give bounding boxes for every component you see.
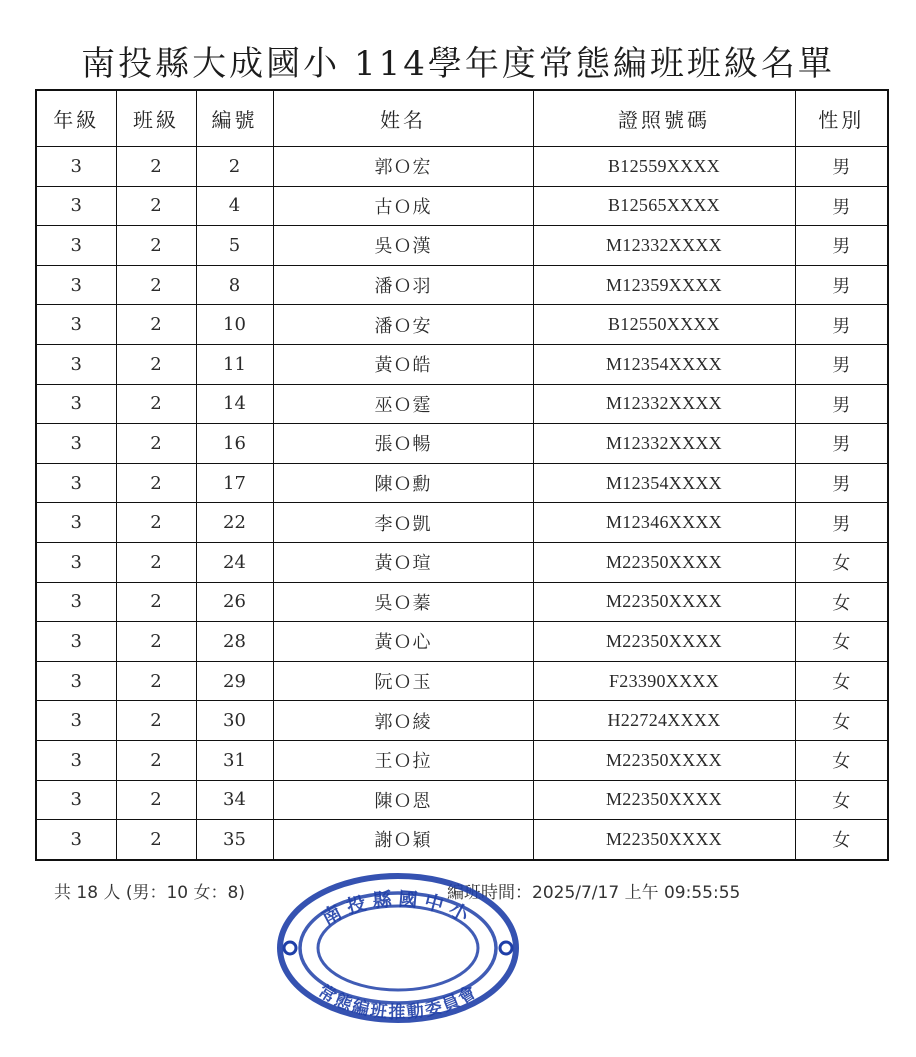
cell-name: 古Ｏ成	[273, 186, 533, 226]
cell-name: 潘Ｏ安	[273, 305, 533, 345]
cell-gender: 男	[795, 265, 888, 305]
cell-name: 阮Ｏ玉	[273, 661, 533, 701]
cell-grade: 3	[36, 186, 116, 226]
cell-id-number: M12354XXXX	[533, 344, 795, 384]
cell-number: 14	[196, 384, 273, 424]
page-title: 南投縣大成國小 114學年度常態編班班級名單	[81, 44, 835, 84]
cell-gender: 女	[795, 740, 888, 780]
table-row	[36, 622, 888, 662]
cell-class: 2	[116, 740, 196, 780]
cell-gender: 男	[795, 186, 888, 226]
cell-class: 2	[116, 186, 196, 226]
cell-class: 2	[116, 226, 196, 266]
cell-grade: 3	[36, 820, 116, 860]
cell-grade: 3	[36, 265, 116, 305]
cell-id-number: M22350XXXX	[533, 820, 795, 860]
cell-number: 16	[196, 424, 273, 464]
cell-grade: 3	[36, 701, 116, 741]
cell-id-number: M12359XXXX	[533, 265, 795, 305]
cell-name: 吳Ｏ蓁	[273, 582, 533, 622]
cell-gender: 女	[795, 661, 888, 701]
cell-number: 2	[196, 147, 273, 187]
table-header-row	[36, 90, 888, 147]
cell-id-number: M22350XXXX	[533, 542, 795, 582]
table-row	[36, 661, 888, 701]
cell-grade: 3	[36, 424, 116, 464]
cell-id-number: B12565XXXX	[533, 186, 795, 226]
cell-id-number: M22350XXXX	[533, 780, 795, 820]
cell-number: 35	[196, 820, 273, 860]
cell-id-number: M22350XXXX	[533, 740, 795, 780]
cell-gender: 女	[795, 820, 888, 860]
cell-grade: 3	[36, 344, 116, 384]
cell-number: 17	[196, 463, 273, 503]
header-number: 編號	[196, 90, 273, 147]
cell-id-number: M12332XXXX	[533, 226, 795, 266]
cell-number: 5	[196, 226, 273, 266]
cell-id-number: M12346XXXX	[533, 503, 795, 543]
cell-number: 24	[196, 542, 273, 582]
table-row	[36, 463, 888, 503]
cell-id-number: F23390XXXX	[533, 661, 795, 701]
table-row	[36, 701, 888, 741]
table-row	[36, 265, 888, 305]
cell-name: 吳Ｏ漢	[273, 226, 533, 266]
cell-gender: 男	[795, 305, 888, 345]
cell-class: 2	[116, 463, 196, 503]
cell-class: 2	[116, 503, 196, 543]
cell-gender: 男	[795, 463, 888, 503]
table-row	[36, 740, 888, 780]
placement-timestamp: 編班時間：2025/7/17 上午 09:55:55	[447, 883, 741, 903]
cell-number: 26	[196, 582, 273, 622]
cell-number: 30	[196, 701, 273, 741]
cell-name: 黃Ｏ心	[273, 622, 533, 662]
cell-grade: 3	[36, 661, 116, 701]
cell-class: 2	[116, 384, 196, 424]
cell-gender: 男	[795, 226, 888, 266]
cell-name: 郭Ｏ綾	[273, 701, 533, 741]
cell-class: 2	[116, 424, 196, 464]
cell-id-number: H22724XXXX	[533, 701, 795, 741]
table-row	[36, 424, 888, 464]
cell-number: 11	[196, 344, 273, 384]
cell-gender: 男	[795, 147, 888, 187]
cell-name: 陳Ｏ恩	[273, 780, 533, 820]
cell-id-number: B12550XXXX	[533, 305, 795, 345]
table-row	[36, 147, 888, 187]
cell-number: 29	[196, 661, 273, 701]
cell-class: 2	[116, 265, 196, 305]
cell-id-number: M22350XXXX	[533, 582, 795, 622]
cell-name: 陳Ｏ勳	[273, 463, 533, 503]
cell-name: 郭Ｏ宏	[273, 147, 533, 187]
cell-number: 10	[196, 305, 273, 345]
cell-gender: 男	[795, 503, 888, 543]
cell-name: 巫Ｏ霆	[273, 384, 533, 424]
seal-top-text: 南投縣國中小	[318, 888, 478, 930]
cell-class: 2	[116, 622, 196, 662]
cell-class: 2	[116, 820, 196, 860]
header-name: 姓名	[273, 90, 533, 147]
cell-gender: 女	[795, 582, 888, 622]
cell-grade: 3	[36, 780, 116, 820]
cell-class: 2	[116, 147, 196, 187]
cell-grade: 3	[36, 542, 116, 582]
school-seal-stamp-icon	[268, 868, 528, 1024]
table-row	[36, 344, 888, 384]
cell-number: 31	[196, 740, 273, 780]
cell-grade: 3	[36, 226, 116, 266]
header-grade: 年級	[36, 90, 116, 147]
cell-grade: 3	[36, 147, 116, 187]
cell-grade: 3	[36, 503, 116, 543]
header-gender: 性別	[795, 90, 888, 147]
cell-class: 2	[116, 582, 196, 622]
header-id-number: 證照號碼	[533, 90, 795, 147]
table-row	[36, 305, 888, 345]
cell-gender: 女	[795, 542, 888, 582]
cell-id-number: M12332XXXX	[533, 424, 795, 464]
header-class: 班級	[116, 90, 196, 147]
cell-grade: 3	[36, 305, 116, 345]
cell-name: 潘Ｏ羽	[273, 265, 533, 305]
cell-grade: 3	[36, 740, 116, 780]
cell-grade: 3	[36, 463, 116, 503]
cell-gender: 男	[795, 344, 888, 384]
class-roster-table	[35, 89, 889, 861]
cell-name: 黃Ｏ瑄	[273, 542, 533, 582]
roster-summary: 共 18 人 (男：10 女：8)	[54, 883, 245, 903]
cell-gender: 女	[795, 622, 888, 662]
cell-grade: 3	[36, 582, 116, 622]
cell-number: 34	[196, 780, 273, 820]
cell-number: 4	[196, 186, 273, 226]
cell-number: 8	[196, 265, 273, 305]
table-row	[36, 542, 888, 582]
cell-name: 謝Ｏ穎	[273, 820, 533, 860]
cell-gender: 女	[795, 701, 888, 741]
table-row	[36, 226, 888, 266]
cell-id-number: M12354XXXX	[533, 463, 795, 503]
cell-id-number: M12332XXXX	[533, 384, 795, 424]
cell-gender: 男	[795, 424, 888, 464]
table-row	[36, 820, 888, 860]
table-row	[36, 780, 888, 820]
table-row	[36, 186, 888, 226]
cell-gender: 男	[795, 384, 888, 424]
cell-class: 2	[116, 701, 196, 741]
cell-grade: 3	[36, 622, 116, 662]
cell-name: 李Ｏ凱	[273, 503, 533, 543]
cell-class: 2	[116, 305, 196, 345]
table-body	[36, 147, 888, 860]
cell-number: 22	[196, 503, 273, 543]
cell-class: 2	[116, 542, 196, 582]
cell-name: 黃Ｏ皓	[273, 344, 533, 384]
table-row	[36, 503, 888, 543]
cell-id-number: B12559XXXX	[533, 147, 795, 187]
cell-class: 2	[116, 661, 196, 701]
table-row	[36, 582, 888, 622]
cell-gender: 女	[795, 780, 888, 820]
table-row	[36, 384, 888, 424]
cell-class: 2	[116, 780, 196, 820]
cell-class: 2	[116, 344, 196, 384]
cell-id-number: M22350XXXX	[533, 622, 795, 662]
cell-name: 王Ｏ拉	[273, 740, 533, 780]
cell-grade: 3	[36, 384, 116, 424]
cell-number: 28	[196, 622, 273, 662]
cell-name: 張Ｏ暢	[273, 424, 533, 464]
seal-bottom-text: 常態編班推動委員會	[314, 981, 482, 1023]
